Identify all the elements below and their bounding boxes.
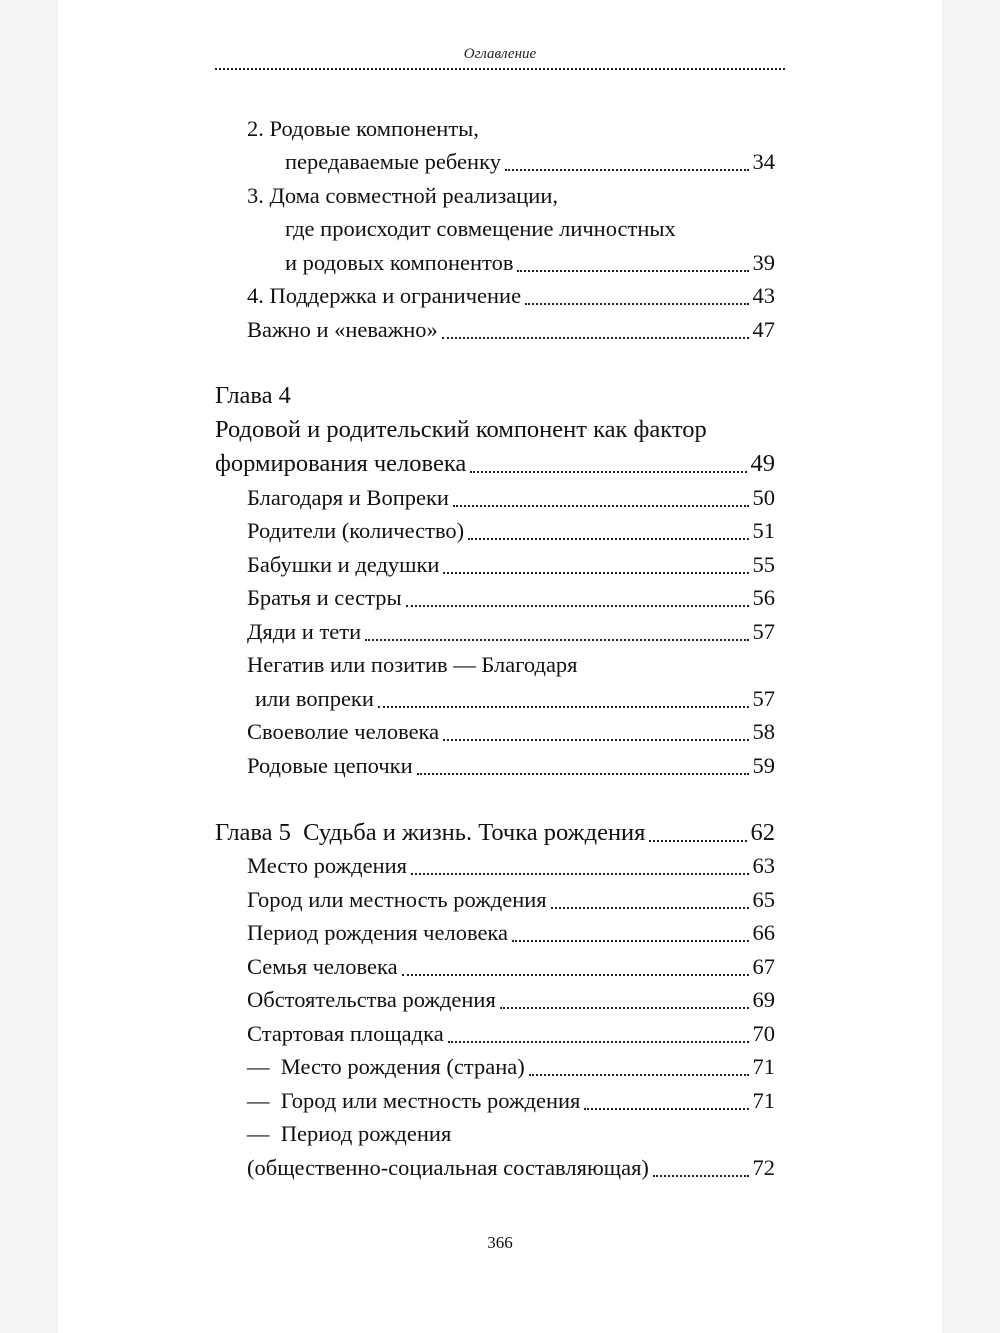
toc-entry[interactable] — [247, 1017, 775, 1051]
toc-entry-text: и родовых компонентов — [285, 250, 514, 275]
page-number: 49 — [750, 450, 775, 477]
toc-entry[interactable] — [285, 246, 775, 280]
page-number: 71 — [752, 1054, 775, 1079]
toc-entry-text: (общественно-социальная составляющая) — [247, 1155, 649, 1180]
page-number: 72 — [752, 1155, 775, 1180]
dot-leader — [402, 974, 749, 976]
page-number: 70 — [752, 1021, 775, 1046]
dot-leader — [470, 471, 746, 473]
dot-leader — [505, 169, 749, 171]
dot-leader — [649, 840, 746, 842]
page-number: 58 — [752, 719, 775, 744]
toc-entry-text: — Город или местность рождения — [247, 1088, 581, 1113]
page-number: 47 — [752, 317, 775, 342]
dot-leader — [551, 907, 749, 909]
toc-entry-text: — Период рождения — [247, 1121, 452, 1146]
dot-leader — [443, 572, 748, 574]
dot-leader — [500, 1007, 749, 1009]
dot-leader — [442, 337, 749, 339]
page-number: 69 — [752, 987, 775, 1012]
toc-entry[interactable] — [247, 481, 775, 515]
dot-leader — [529, 1074, 749, 1076]
page-number: 34 — [752, 149, 775, 174]
toc-entry-text: Благодаря и Вопреки — [247, 485, 449, 510]
page-number: 55 — [752, 552, 775, 577]
page-number: 63 — [752, 853, 775, 878]
running-head: Оглавление — [463, 46, 537, 62]
toc-entry-text: — Место рождения (страна) — [247, 1054, 525, 1079]
toc-entry[interactable] — [247, 548, 775, 582]
toc-entry-text: где происходит совмещение личностных — [285, 216, 676, 241]
toc-entry[interactable] — [247, 581, 775, 615]
dot-leader — [584, 1108, 748, 1110]
toc-entry[interactable] — [255, 682, 775, 716]
page-number: 39 — [752, 250, 775, 275]
dot-leader — [411, 873, 748, 875]
page-number: 59 — [752, 753, 775, 778]
dot-leader — [517, 270, 748, 272]
toc-entry[interactable] — [247, 715, 775, 749]
page-number: 71 — [752, 1088, 775, 1113]
toc-entry[interactable] — [247, 950, 775, 984]
page-number: 51 — [752, 518, 775, 543]
page-number: 50 — [752, 485, 775, 510]
toc-entry-text: Своеволие человека — [247, 719, 440, 744]
toc-entry-text: Город или местность рождения — [247, 887, 547, 912]
toc-entry-text: Обстоятельства рождения — [247, 987, 496, 1012]
dot-leader — [448, 1041, 749, 1043]
chapter-title: Родовой и родительский компонент как фактор — [215, 416, 707, 443]
toc-entry-text: передаваемые ребенку — [285, 149, 501, 174]
toc-entry-text: Семья человека — [247, 954, 398, 979]
toc-entry-text: или вопреки — [255, 686, 374, 711]
chapter-title: формирования человека — [215, 450, 467, 477]
toc-entry-text: Братья и сестры — [247, 585, 402, 610]
dot-leader — [525, 303, 748, 305]
toc-entry-text: Стартовая площадка — [247, 1021, 444, 1046]
toc-entry-chapter[interactable] — [215, 447, 775, 481]
dot-leader — [468, 538, 748, 540]
toc-entry-text: 4. Поддержка и ограничение — [247, 283, 522, 308]
toc-entry-text: Родители (количество) — [247, 518, 465, 543]
toc-entry[interactable] — [247, 1084, 775, 1118]
dot-leader — [653, 1175, 749, 1177]
toc-entry[interactable] — [247, 279, 775, 313]
dot-leader — [378, 706, 749, 708]
toc-entry-text: Важно и «неважно» — [247, 317, 438, 342]
toc-entry[interactable] — [247, 313, 775, 347]
page-number: 56 — [752, 585, 775, 610]
toc-entry[interactable] — [247, 749, 775, 783]
toc-entry[interactable] — [247, 1050, 775, 1084]
toc-entry[interactable] — [247, 849, 775, 883]
toc-entry[interactable] — [247, 883, 775, 917]
page-number: 67 — [752, 954, 775, 979]
toc-entry-text: Место рождения — [247, 853, 408, 878]
page-number: 43 — [752, 283, 775, 308]
page-folio: 366 — [487, 1233, 513, 1252]
page-number: 62 — [750, 819, 775, 846]
toc-entry-text: Родовые цепочки — [247, 753, 413, 778]
page-number: 57 — [752, 619, 775, 644]
dot-leader — [365, 639, 748, 641]
page-number: 66 — [752, 920, 775, 945]
toc-entry[interactable] — [285, 145, 775, 179]
toc-entry-text: 2. Родовые компоненты, — [247, 116, 479, 141]
toc-entry[interactable] — [247, 916, 775, 950]
dot-leader — [512, 940, 748, 942]
toc-entry[interactable] — [247, 514, 775, 548]
toc-entry-text: 3. Дома совместной реализации, — [247, 183, 558, 208]
dot-leader — [443, 739, 748, 741]
toc-entry[interactable] — [247, 983, 775, 1017]
toc-entry-text: Период рождения человека — [247, 920, 509, 945]
chapter-title: Глава 5 Судьба и жизнь. Точка рождения — [215, 819, 646, 846]
header-rule — [215, 68, 785, 70]
dot-leader — [406, 605, 749, 607]
dot-leader — [453, 505, 749, 507]
page-number: 65 — [752, 887, 775, 912]
toc-entry-text: Дяди и тети — [247, 619, 362, 644]
toc-entry-text: Негатив или позитив — Благодаря — [247, 652, 578, 677]
chapter-label: Глава 4 — [215, 382, 291, 409]
toc-entry-text: Бабушки и дедушки — [247, 552, 440, 577]
toc-entry[interactable] — [247, 615, 775, 649]
dot-leader — [417, 773, 749, 775]
toc-entry[interactable] — [247, 1151, 775, 1185]
toc-entry-chapter[interactable] — [215, 816, 775, 850]
page-number: 57 — [752, 686, 775, 711]
